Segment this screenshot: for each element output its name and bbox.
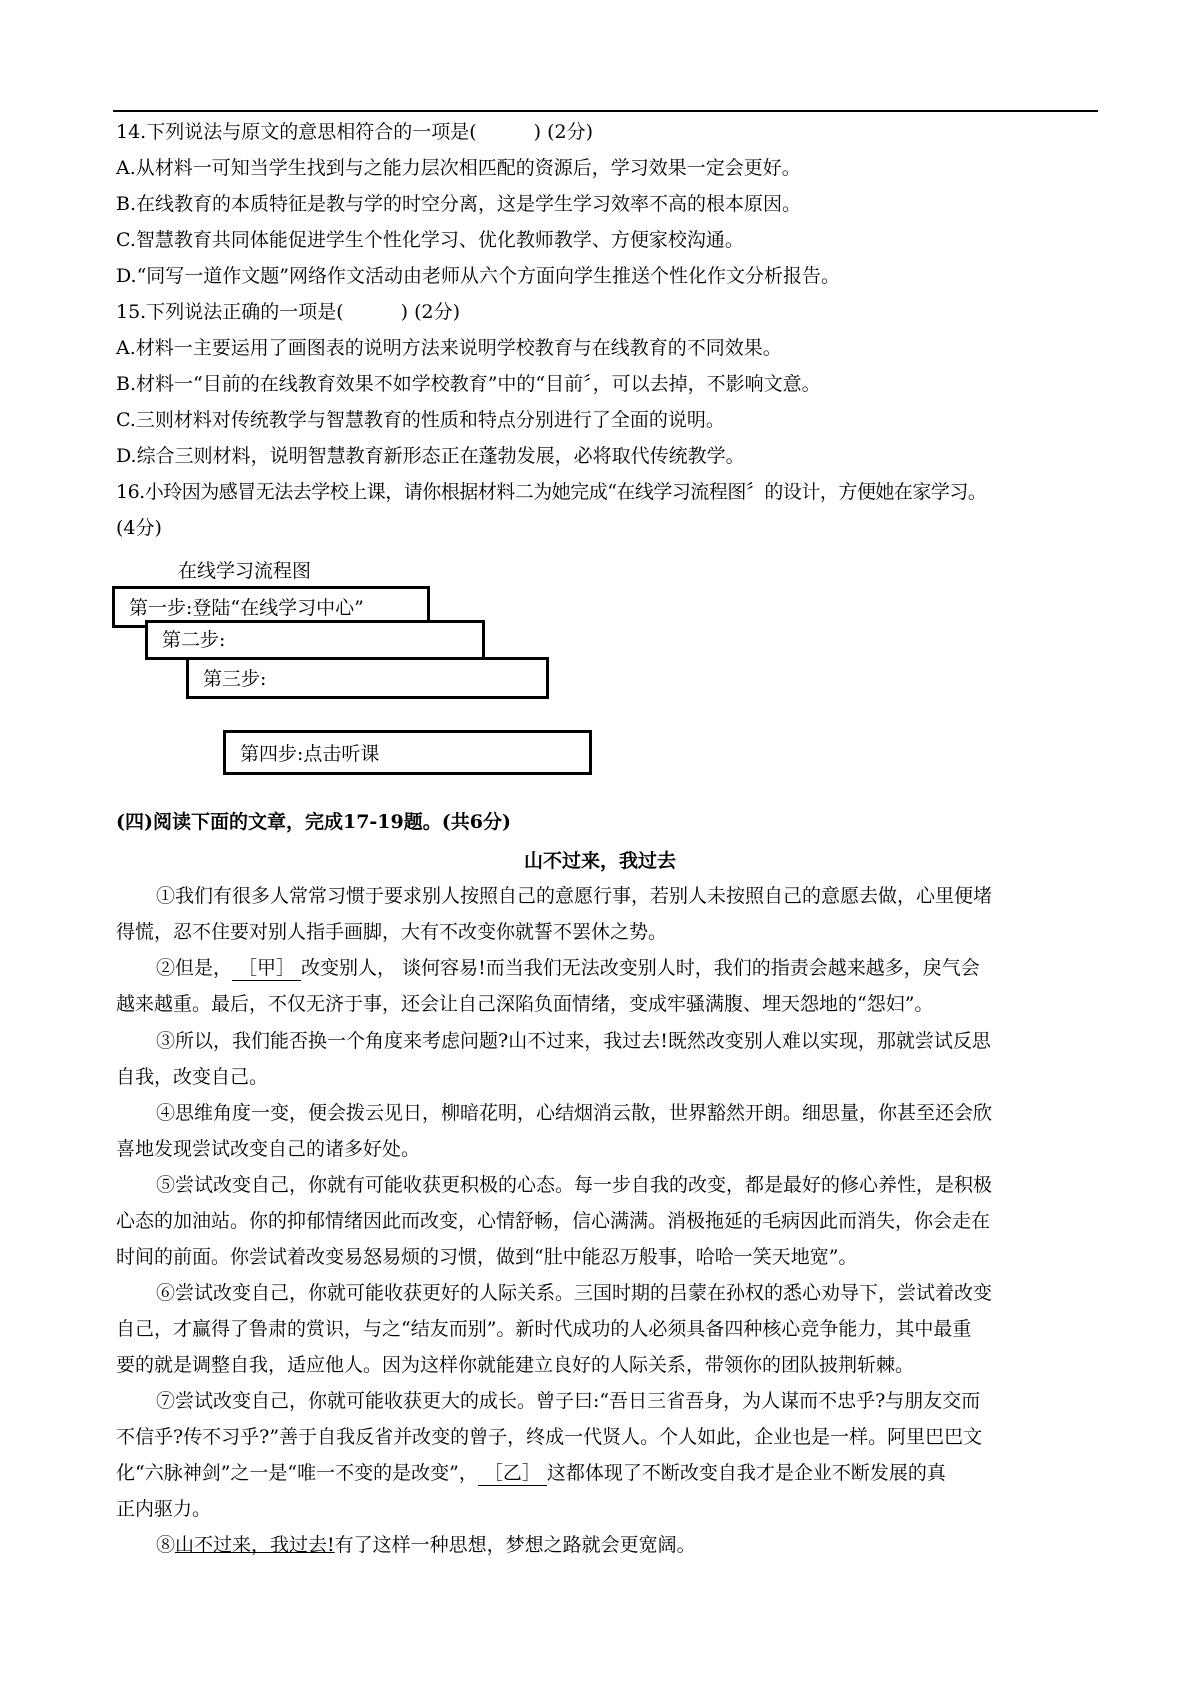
section4-header: (四)阅读下面的文章，完成17-19题。(共6分)	[116, 811, 511, 833]
para-6-line-3: 要的就是调整自我，适应他人。因为这样你就能建立良好的人际关系，带领你的团队披荆斩棘。	[116, 1354, 915, 1376]
para-6-line-1: ⑥尝试改变自己，你就可能收获更好的人际关系。三国时期的吕蒙在孙权的悉心劝导下，尝试着改变	[156, 1282, 993, 1304]
para-5-line-1: ⑤尝试改变自己，你就有可能收获更积极的心态。每一步自我的改变，都是最好的修心养性，是积极	[156, 1174, 993, 1196]
q16-points: (4分)	[116, 517, 162, 539]
q15-option-b: B.材料一“目前的在线教育效果不如学校教育”中的“目前〞，可以去掉，不影响文意。	[116, 373, 821, 395]
flow-step-1: 第一步:登陆“在线学习中心”	[112, 586, 430, 628]
para-7-end: 这都体现了不断改变自我才是企业不断发展的真	[546, 1462, 946, 1484]
q15-option-d: D.综合三则材料，说明智慧教育新形态正在蓬勃发展，必将取代传统教学。	[116, 445, 745, 467]
flow-step-3: 第三步:	[186, 657, 549, 699]
para-5-line-3: 时间的前面。你尝试着改变易怒易烦的习惯，做到“肚中能忍万般事，哈哈一笑天地宽”。	[116, 1246, 858, 1268]
para-8-line-1	[156, 1533, 696, 1557]
para-7-line-1: ⑦尝试改变自己，你就可能收获更大的成长。曾子曰:“吾日三省吾身，为人谋而不忠乎?与朋友交而	[156, 1390, 981, 1412]
header-rule	[113, 110, 1098, 112]
blank-yi: ［乙］	[478, 1461, 547, 1486]
para-2-mid: 改变别人， 谈何容易!而当我们无法改变别人时，我们的指责会越来越多，戾气会	[301, 957, 980, 979]
q14-option-d: D.“同写一道作文题”网络作文活动由老师从六个方面向学生推送个性化作文分析报告。	[116, 265, 841, 287]
para-1-line-2: 得慌，忍不住要对别人指手画脚，大有不改变你就誓不罢休之势。	[116, 921, 668, 943]
para-2-start: ②但是，	[156, 957, 233, 979]
para-7-line-3	[116, 1461, 946, 1486]
q16-stem: 16.小玲因为感冒无法去学校上课，请你根据材料二为她完成“在线学习流程图〞的设计，方便她在家学习。	[116, 481, 987, 503]
flow-step-2: 第二步:	[145, 620, 485, 660]
q15-option-a: A.材料一主要运用了画图表的说明方法来说明学校教育与在线教育的不同效果。	[116, 337, 782, 359]
para-6-line-2: 自己，才赢得了鲁肃的赏识，与之“结友而别”。新时代成功的人必须具备四种核心竞争能力，其中最重	[116, 1318, 972, 1340]
para-5-line-2: 心态的加油站。你的抑郁情绪因此而改变，心情舒畅，信心满满。消极拖延的毛病因此而消失，你会走在	[116, 1210, 991, 1232]
para-1-line-1: ①我们有很多人常常习惯于要求别人按照自己的意愿行事，若别人未按照自己的意愿去做，心里便堵	[156, 885, 993, 907]
blank-jia: ［甲］	[232, 956, 301, 981]
para-2-line-1	[156, 956, 980, 981]
para-7-line-2: 不信乎?传不习乎?”善于自我反省并改变的曾子，终成一代贤人。个人如此，企业也是一样。阿里巴巴文	[116, 1426, 983, 1448]
para-2-line-2: 越来越重。最后，不仅无济于事，还会让自己深陷负面情绪，变成牢骚满腹、埋天怨地的“怨妇”。	[116, 993, 934, 1015]
para-8-rest: 有了这样一种思想，梦想之路就会更宽阔。	[334, 1534, 696, 1556]
q14-option-c: C.智慧教育共同体能促进学生个性化学习、优化教师教学、方便家校沟通。	[116, 229, 744, 251]
para-8-mark: ⑧	[156, 1534, 176, 1556]
para-4-line-2: 喜地发现尝试改变自己的诸多好处。	[116, 1138, 421, 1160]
q15-option-c: C.三则材料对传统教学与智慧教育的性质和特点分别进行了全面的说明。	[116, 409, 725, 431]
para-3-line-1: ③所以，我们能否换一个角度来考虑问题?山不过来，我过去!既然改变别人难以实现，那就尝试反思	[156, 1030, 991, 1052]
para-3-line-2: 自我，改变自己。	[116, 1066, 269, 1088]
para-4-line-1: ④思维角度一变，便会拨云见日，柳暗花明，心结烟消云散，世界豁然开朗。细思量，你甚至还会欣	[156, 1102, 993, 1124]
q14-option-b: B.在线教育的本质特征是教与学的时空分离，这是学生学习效率不高的根本原因。	[116, 193, 802, 215]
article-title: 山不过来，我过去	[523, 850, 676, 872]
para-7-start: 化“六脉神剑”之一是“唯一不变的是改变”，	[116, 1462, 478, 1484]
q15-stem: 15.下列说法正确的一项是( ) (2分)	[116, 301, 460, 323]
para-8-underlined: 山不过来，我过去!	[175, 1534, 335, 1556]
q14-option-a: A.从材料一可知当学生找到与之能力层次相匹配的资源后，学习效果一定会更好。	[116, 157, 801, 179]
q14-stem: 14.下列说法与原文的意思相符合的一项是( ) (2分)	[116, 121, 593, 143]
flowchart-title: 在线学习流程图	[178, 560, 312, 582]
para-7-line-4: 正内驱力。	[116, 1498, 212, 1520]
flow-step-4: 第四步:点击听课	[223, 730, 592, 775]
